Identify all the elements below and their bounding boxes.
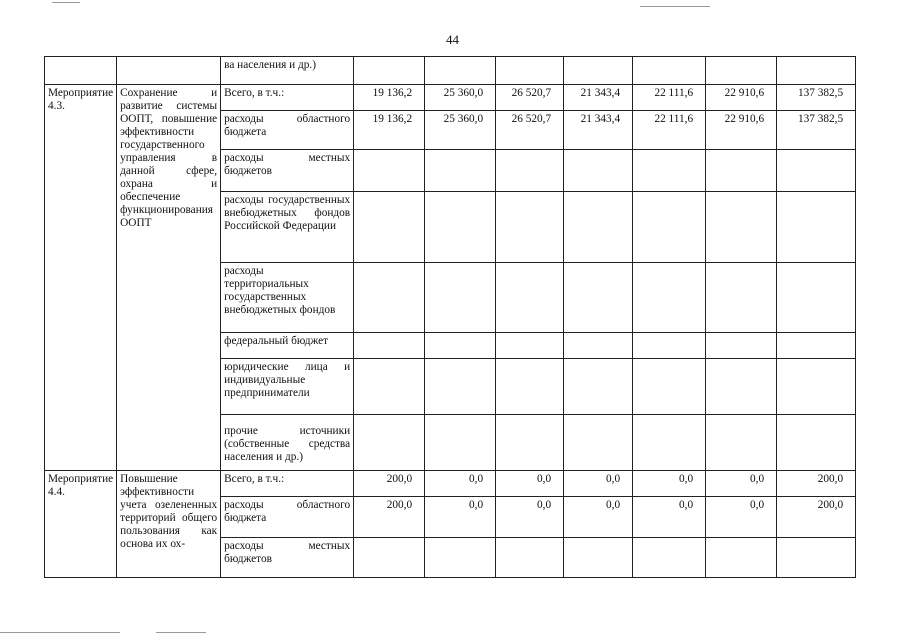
source-cell: юридические лица и индивидуальные предприниматели (221, 359, 354, 415)
value-cell (777, 333, 856, 359)
value-cell (496, 333, 564, 359)
value-cell (706, 333, 777, 359)
value-cell (425, 359, 496, 415)
value-cell (564, 150, 633, 192)
value-cell (354, 192, 425, 263)
source-cell: Всего, в т.ч.: (221, 471, 354, 497)
value-cell: 21 343,4 (564, 111, 633, 150)
value-cell (706, 538, 777, 578)
value-cell (564, 415, 633, 471)
value-cell (425, 538, 496, 578)
scan-artifact-line (52, 2, 80, 3)
value-cell (777, 263, 856, 333)
value-cell (706, 359, 777, 415)
source-cell: прочие источники (собственные средства населения и др.) (221, 415, 354, 471)
value-cell (633, 415, 706, 471)
value-cell (354, 415, 425, 471)
value-cell (564, 359, 633, 415)
table-cell (117, 57, 221, 85)
value-cell: 0,0 (425, 471, 496, 497)
source-cell: Всего, в т.ч.: (221, 85, 354, 111)
value-cell (777, 192, 856, 263)
budget-table (44, 56, 856, 578)
source-cell: расходы государственных внебюджетных фондов Российской Федерации (221, 192, 354, 263)
value-cell (496, 359, 564, 415)
value-cell (777, 415, 856, 471)
table-cell (706, 57, 777, 85)
value-cell: 137 382,5 (777, 85, 856, 111)
source-cell: ва населения и др.) (221, 57, 354, 85)
measure-block-4-3 (45, 85, 856, 471)
value-cell: 0,0 (706, 471, 777, 497)
value-cell: 22 910,6 (706, 85, 777, 111)
value-cell (633, 263, 706, 333)
source-cell: расходы областного бюджета (221, 497, 354, 538)
value-cell (496, 150, 564, 192)
value-cell: 26 520,7 (496, 85, 564, 111)
value-cell: 22 111,6 (633, 111, 706, 150)
source-cell: расходы территориальных государственных внебюджетных фондов (221, 263, 354, 333)
table-cell (496, 57, 564, 85)
table-cell (45, 57, 117, 85)
table-row (45, 57, 856, 85)
value-cell (354, 333, 425, 359)
value-cell: 22 111,6 (633, 85, 706, 111)
measure-block-4-4 (45, 471, 856, 578)
measure-title: Повышение эффективности учета озелененных территорий общего пользования как основа их ох- (117, 471, 221, 578)
scan-artifact-line (156, 632, 206, 633)
value-cell (706, 415, 777, 471)
table-cell (425, 57, 496, 85)
value-cell: 26 520,7 (496, 111, 564, 150)
value-cell (354, 538, 425, 578)
value-cell (425, 333, 496, 359)
value-cell (354, 359, 425, 415)
value-cell: 19 136,2 (354, 85, 425, 111)
value-cell (564, 192, 633, 263)
measure-label: Мероприятие 4.3. (45, 85, 117, 471)
value-cell (633, 359, 706, 415)
value-cell (706, 192, 777, 263)
value-cell: 25 360,0 (425, 111, 496, 150)
value-cell (425, 150, 496, 192)
value-cell (354, 263, 425, 333)
source-cell: расходы местных бюджетов (221, 538, 354, 578)
value-cell (496, 192, 564, 263)
value-cell: 25 360,0 (425, 85, 496, 111)
value-cell: 0,0 (496, 471, 564, 497)
value-cell: 0,0 (564, 471, 633, 497)
value-cell (564, 333, 633, 359)
value-cell (706, 263, 777, 333)
value-cell (633, 150, 706, 192)
value-cell: 200,0 (777, 497, 856, 538)
scan-artifact-line (640, 6, 710, 7)
value-cell: 200,0 (354, 471, 425, 497)
value-cell: 0,0 (496, 497, 564, 538)
source-cell: федеральный бюджет (221, 333, 354, 359)
table-row (45, 85, 856, 111)
value-cell: 21 343,4 (564, 85, 633, 111)
value-cell (777, 538, 856, 578)
value-cell (564, 263, 633, 333)
value-cell: 200,0 (777, 471, 856, 497)
value-cell (777, 150, 856, 192)
measure-title: Сохранение и развитие системы ООПТ, повышение эффективности государственного управления в данной сфере, охрана и обеспечение функционирования ООПТ (117, 85, 221, 471)
value-cell (496, 538, 564, 578)
value-cell: 0,0 (633, 497, 706, 538)
value-cell (633, 192, 706, 263)
value-cell (354, 150, 425, 192)
value-cell (425, 263, 496, 333)
value-cell (425, 415, 496, 471)
scan-artifact-line (0, 632, 120, 633)
value-cell (633, 333, 706, 359)
value-cell (633, 538, 706, 578)
table-cell (777, 57, 856, 85)
value-cell (496, 415, 564, 471)
value-cell: 137 382,5 (777, 111, 856, 150)
value-cell (706, 150, 777, 192)
value-cell (777, 359, 856, 415)
value-cell: 200,0 (354, 497, 425, 538)
value-cell (564, 538, 633, 578)
measure-label: Мероприятие 4.4. (45, 471, 117, 578)
value-cell: 0,0 (425, 497, 496, 538)
source-cell: расходы местных бюджетов (221, 150, 354, 192)
value-cell (496, 263, 564, 333)
value-cell: 19 136,2 (354, 111, 425, 150)
table-cell (564, 57, 633, 85)
value-cell: 22 910,6 (706, 111, 777, 150)
value-cell: 0,0 (633, 471, 706, 497)
table-cell (354, 57, 425, 85)
table-row (45, 471, 856, 497)
source-cell: расходы областного бюджета (221, 111, 354, 150)
value-cell: 0,0 (706, 497, 777, 538)
value-cell: 0,0 (564, 497, 633, 538)
value-cell (425, 192, 496, 263)
page-number: 44 (446, 32, 459, 47)
table-cell (633, 57, 706, 85)
